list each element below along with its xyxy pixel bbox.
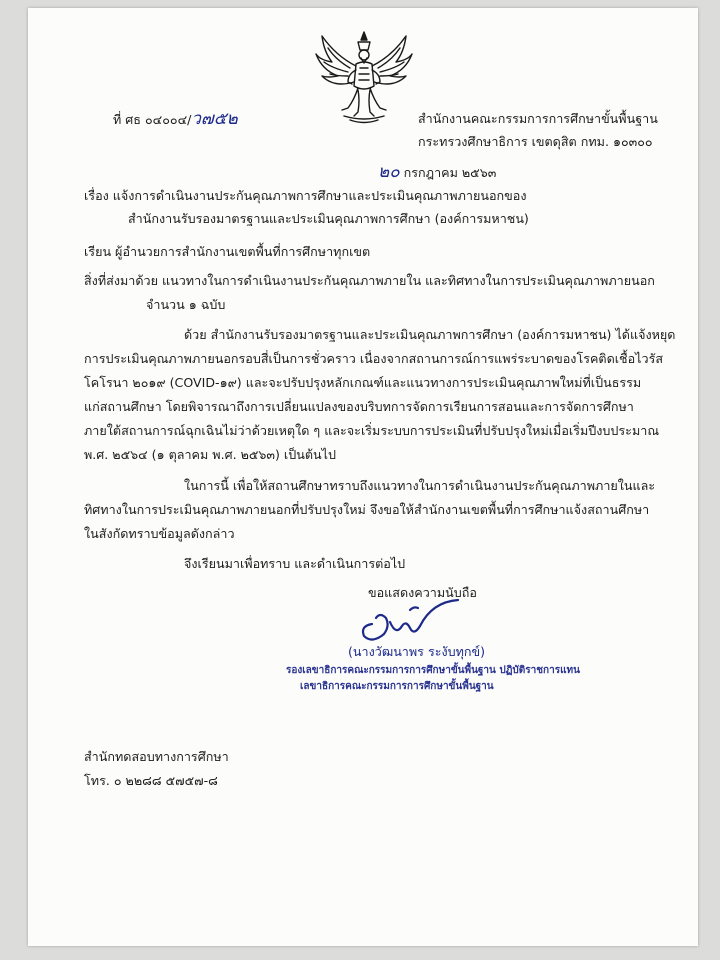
paragraph-1-line: โคโรนา ๒๐๑๙ (COVID-๑๙) และจะปรับปรุงหลักเกณฑ์และแนวทางการประเมินคุณภาพใหม่ที่เป็นธรรม — [84, 375, 642, 390]
signer-title: รองเลขาธิการคณะกรรมการการศึกษาขั้นพื้นฐาน ปฏิบัติราชการแทน — [286, 665, 580, 676]
enclosure-count: จำนวน ๑ ฉบับ — [146, 297, 226, 312]
date-month-year: กรกฎาคม ๒๕๖๓ — [403, 165, 497, 180]
footer-office: สำนักทดสอบทางการศึกษา — [84, 749, 229, 764]
paragraph-1-line: การประเมินคุณภาพภายนอกรอบสี่เป็นการชั่วคราว เนื่องจากสถานการณ์การแพร่ระบาดของโรคติดเชื้อไวรัส — [84, 351, 664, 366]
paragraph-1-line: ด้วย สำนักงานรับรองมาตรฐานและประเมินคุณภาพการศึกษา (องค์การมหาชน) ได้แจ้งหยุด — [184, 327, 676, 342]
reference-handwritten: ว๗๕๒ — [191, 109, 238, 129]
letter-date — [378, 164, 496, 181]
footer-phone: โทร. ๐ ๒๒๘๘ ๕๗๕๗-๘ — [84, 773, 218, 788]
paragraph-1-line: แก่สถานศึกษา โดยพิจารณาถึงการเปลี่ยนแปลงของบริบทการจัดการเรียนการสอนและการจัดการศึกษา — [84, 399, 634, 414]
org-name: สำนักงานคณะกรรมการการศึกษาขั้นพื้นฐาน — [418, 111, 658, 126]
paragraph-2-line: ทิศทางในการประเมินคุณภาพภายนอกที่ปรับปรุงใหม่ จึงขอให้สำนักงานเขตพื้นที่การศึกษาแจ้งสถานศึกษา — [84, 502, 650, 517]
reference-number — [113, 111, 238, 128]
subject-line-2: สำนักงานรับรองมาตรฐานและประเมินคุณภาพการศึกษา (องค์การมหาชน) — [128, 211, 529, 226]
paragraph-2-line: ในสังกัดทราบข้อมูลดังกล่าว — [84, 526, 235, 541]
reference-label: ที่ ศธ ๐๔๐๐๔/ — [113, 112, 192, 127]
subject-line: เรื่อง แจ้งการดำเนินงานประกันคุณภาพการศึกษาและประเมินคุณภาพภายนอกของ — [84, 188, 527, 203]
signer-title-2: เลขาธิการคณะกรรมการการศึกษาขั้นพื้นฐาน — [300, 681, 494, 692]
closing-paragraph: จึงเรียนมาเพื่อทราบ และดำเนินการต่อไป — [184, 556, 406, 571]
handwritten-signature — [350, 596, 470, 646]
letter-page — [28, 8, 698, 946]
signer-name: (นางวัฒนาพร ระงับทุกข์) — [348, 644, 486, 659]
paragraph-1-line: ภายใต้สถานการณ์ฉุกเฉินไม่ว่าด้วยเหตุใด ๆ และจะเริ่มระบบการประเมินที่ปรับปรุงใหม่เมื่อเริ่มปีงบประมาณ — [84, 423, 660, 438]
garuda-emblem-icon — [314, 30, 414, 126]
paragraph-1-line: พ.ศ. ๒๕๖๔ (๑ ตุลาคม พ.ศ. ๒๕๖๓) เป็นต้นไป — [84, 447, 336, 462]
addressee: เรียน ผู้อำนวยการสำนักงานเขตพื้นที่การศึกษาทุกเขต — [84, 244, 371, 259]
paragraph-2-line: ในการนี้ เพื่อให้สถานศึกษาทราบถึงแนวทางในการดำเนินงานประกันคุณภาพภายในและ — [184, 478, 656, 493]
closing-salutation: ขอแสดงความนับถือ — [368, 585, 477, 600]
org-address: กระทรวงศึกษาธิการ เขตดุสิต กทม. ๑๐๓๐๐ — [418, 134, 653, 149]
date-day-handwritten: ๒๐ — [378, 162, 400, 182]
enclosure: สิ่งที่ส่งมาด้วย แนวทางในการดำเนินงานประกันคุณภาพภายใน และทิศทางในการประเมินคุณภาพภายนอก — [84, 273, 655, 288]
